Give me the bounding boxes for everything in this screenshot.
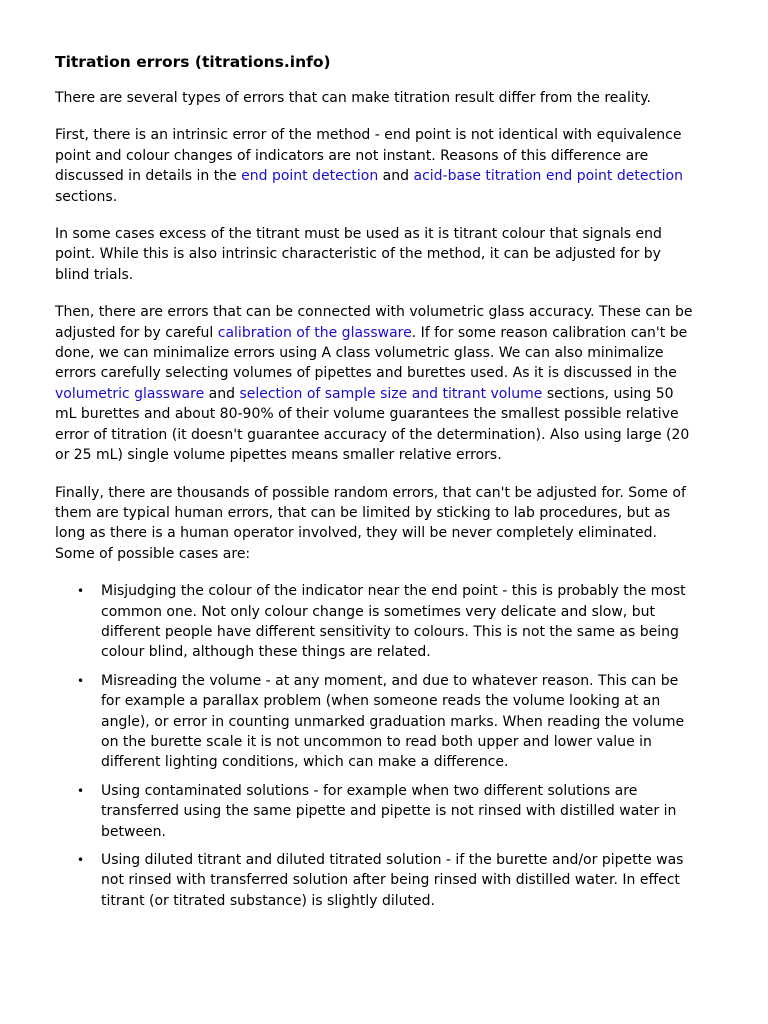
paragraph-text: and (378, 168, 414, 185)
acid-base-end-point-link[interactable]: acid-base titration end point detection (413, 168, 683, 185)
method-error-paragraph (55, 125, 694, 207)
intro-paragraph: There are several types of errors that can make titration result differ from the reality. (55, 90, 651, 106)
list-item (77, 781, 694, 842)
paragraph-text: . If for some reason calibration can't be done, we can minimalize errors using A class volumetric glass. We can also minimalize errors carefully selecting volumes of pipettes and burettes used. As it is discussed in the (55, 324, 688, 382)
list-item (77, 581, 694, 663)
list-item (77, 671, 694, 773)
excess-titrant-paragraph: In some cases excess of the titrant must be used as it is titrant colour that signals end point. While this is also intrinsic characteristic of the method, it can be adjusted for by blind trials. (55, 226, 662, 283)
random-errors-list (55, 581, 694, 911)
list-item-text: Using contaminated solutions - for example when two different solutions are transferred using the same pipette and pipette is not rinsed with distilled water in between. (101, 782, 677, 840)
bullet-icon: • (77, 853, 85, 867)
paragraph-text: sections, using 50 mL burettes and about 80-90% of their volume guarantees the smallest possible relative error of titration (it doesn't guarantee accuracy of the determination). Also using large (20 or 25 mL) single volume pipettes means smaller relative errors. (55, 385, 690, 464)
bullet-icon: • (77, 783, 85, 798)
bullet-icon: • (77, 584, 85, 599)
sample-size-link[interactable]: selection of sample size and titrant volume (239, 385, 543, 402)
end-point-detection-link[interactable]: end point detection (241, 168, 379, 185)
glassware-paragraph (55, 302, 694, 465)
list-item-text: Misjudging the colour of the indicator near the end point - this is probably the most common one. Not only colour change is sometimes very delicate and slow, but different people have different sensitivity to colours. This is not the same as being colour blind, although these things are related. (101, 583, 686, 661)
paragraph-text: and (204, 385, 240, 402)
calibration-link[interactable]: calibration of the glassware (217, 324, 412, 341)
list-item-text: Misreading the volume - at any moment, and due to whatever reason. This can be for example a parallax problem (when someone reads the volume looking at an angle), or error in counting unmarked graduation marks. When reading the volume on the burette scale it is not uncommon to read both upper and lower value in different lighting conditions, which can make a difference. (101, 672, 685, 771)
list-item-text: Using diluted titrant and diluted titrated solution - if the burette and/or pipette was not rinsed with transferred solution after being rinsed with distilled water. In effect titrant (or titrated substance) is slightly diluted. (101, 852, 684, 909)
paragraph-text: First, there is an intrinsic error of the method - end point is not identical with equivalence point and colour changes of indicators are not instant. Reasons of this difference are discussed in details in the (55, 127, 682, 185)
random-errors-paragraph: Finally, there are thousands of possible random errors, that can't be adjusted for. Some of them are typical human errors, that can be limited by sticking to lab procedures, but as long as there is a human operator involved, they will be never completely eliminated. Some of possible cases are: (55, 484, 686, 562)
list-item (77, 850, 694, 911)
paragraph-text: sections. (55, 188, 118, 205)
volumetric-glassware-link[interactable]: volumetric glassware (55, 385, 205, 402)
paragraph-text: Then, there are errors that can be connected with volumetric glass accuracy. These can be adjusted for by careful (55, 304, 693, 341)
bullet-icon: • (77, 673, 85, 688)
page-title: Titration errors (titrations.info) (55, 53, 331, 71)
